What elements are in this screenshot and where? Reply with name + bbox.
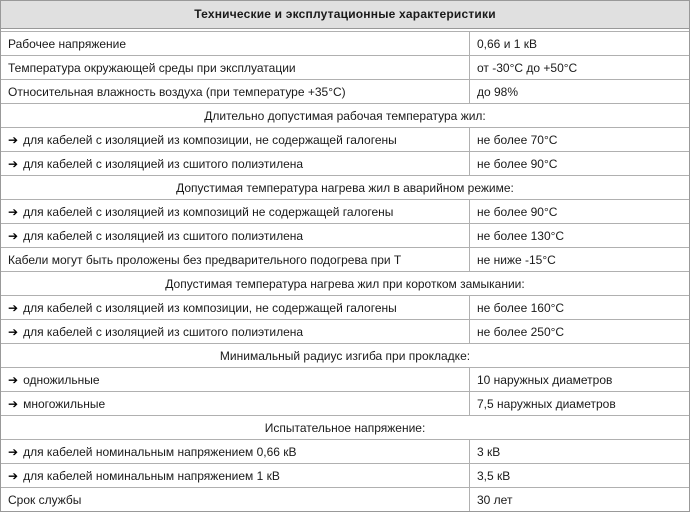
row-label — [1, 128, 470, 152]
row-label — [1, 440, 470, 464]
row-value: от -30°С до +50°С — [470, 56, 690, 80]
row-label-text: для кабелей номинальным напряжением 0,66 кВ — [23, 444, 297, 459]
row-label-text: одножильные — [23, 372, 100, 387]
table-title: Технические и эксплутационные характеристики — [1, 1, 689, 29]
row-label — [1, 320, 470, 344]
arrow-right-icon: ➔ — [8, 132, 19, 147]
row-value: не более 70°С — [470, 128, 690, 152]
row-value: 3 кВ — [470, 440, 690, 464]
arrow-right-icon: ➔ — [8, 300, 19, 315]
row-label — [1, 200, 470, 224]
section-row — [1, 176, 689, 200]
table-row — [1, 368, 689, 392]
row-value: не более 250°С — [470, 320, 690, 344]
arrow-right-icon: ➔ — [8, 228, 19, 243]
table-row — [1, 464, 689, 488]
arrow-right-icon: ➔ — [8, 156, 19, 171]
row-label-text: для кабелей с изоляцией из композиций не содержащей галогены — [23, 204, 394, 219]
table-row — [1, 224, 689, 248]
arrow-right-icon: ➔ — [8, 372, 19, 387]
section-row — [1, 344, 689, 368]
row-value: не более 90°С — [470, 152, 690, 176]
table-row — [1, 152, 689, 176]
row-value: не более 90°С — [470, 200, 690, 224]
row-value: 30 лет — [470, 488, 690, 512]
row-label-text: для кабелей с изоляцией из сшитого полиэтилена — [23, 324, 304, 339]
row-label-text: для кабелей с изоляцией из композиции, не содержащей галогены — [23, 132, 397, 147]
row-label — [1, 392, 470, 416]
row-label — [1, 152, 470, 176]
row-value: не более 160°С — [470, 296, 690, 320]
row-label: Температура окружающей среды при эксплуатации — [1, 56, 470, 80]
table-row — [1, 32, 689, 56]
arrow-right-icon: ➔ — [8, 204, 19, 219]
table-row — [1, 320, 689, 344]
table-row — [1, 440, 689, 464]
row-value: 10 наружных диаметров — [470, 368, 690, 392]
row-label — [1, 224, 470, 248]
table-row — [1, 296, 689, 320]
row-label-text: для кабелей номинальным напряжением 1 кВ — [23, 468, 280, 483]
row-label: Срок службы — [1, 488, 470, 512]
row-value: не более 130°С — [470, 224, 690, 248]
section-title: Допустимая температура нагрева жил в аварийном режиме: — [1, 176, 689, 200]
row-label: Кабели могут быть проложены без предварительного подогрева при Т — [1, 248, 470, 272]
table-row — [1, 80, 689, 104]
row-value: 0,66 и 1 кВ — [470, 32, 690, 56]
section-title: Длительно допустимая рабочая температура жил: — [1, 104, 689, 128]
row-label-text: для кабелей с изоляцией из композиции, не содержащей галогены — [23, 300, 397, 315]
table-row — [1, 392, 689, 416]
table-row — [1, 200, 689, 224]
row-label — [1, 368, 470, 392]
section-row — [1, 416, 689, 440]
row-label — [1, 296, 470, 320]
row-value: 3,5 кВ — [470, 464, 690, 488]
spec-table — [1, 31, 689, 511]
table-row — [1, 56, 689, 80]
row-label-text: для кабелей с изоляцией из сшитого полиэтилена — [23, 228, 304, 243]
row-label: Рабочее напряжение — [1, 32, 470, 56]
row-label: Относительная влажность воздуха (при температуре +35°С) — [1, 80, 470, 104]
section-title: Минимальный радиус изгиба при прокладке: — [1, 344, 689, 368]
arrow-right-icon: ➔ — [8, 468, 19, 483]
row-label-text: для кабелей с изоляцией из сшитого полиэтилена — [23, 156, 304, 171]
row-label — [1, 464, 470, 488]
arrow-right-icon: ➔ — [8, 324, 19, 339]
arrow-right-icon: ➔ — [8, 396, 19, 411]
section-row — [1, 104, 689, 128]
table-row — [1, 128, 689, 152]
row-value: не ниже -15°С — [470, 248, 690, 272]
table-row — [1, 488, 689, 512]
table-row — [1, 248, 689, 272]
row-value: до 98% — [470, 80, 690, 104]
section-title: Допустимая температура нагрева жил при коротком замыкании: — [1, 272, 689, 296]
row-label-text: многожильные — [23, 396, 106, 411]
section-row — [1, 272, 689, 296]
row-value: 7,5 наружных диаметров — [470, 392, 690, 416]
section-title: Испытательное напряжение: — [1, 416, 689, 440]
arrow-right-icon: ➔ — [8, 444, 19, 459]
